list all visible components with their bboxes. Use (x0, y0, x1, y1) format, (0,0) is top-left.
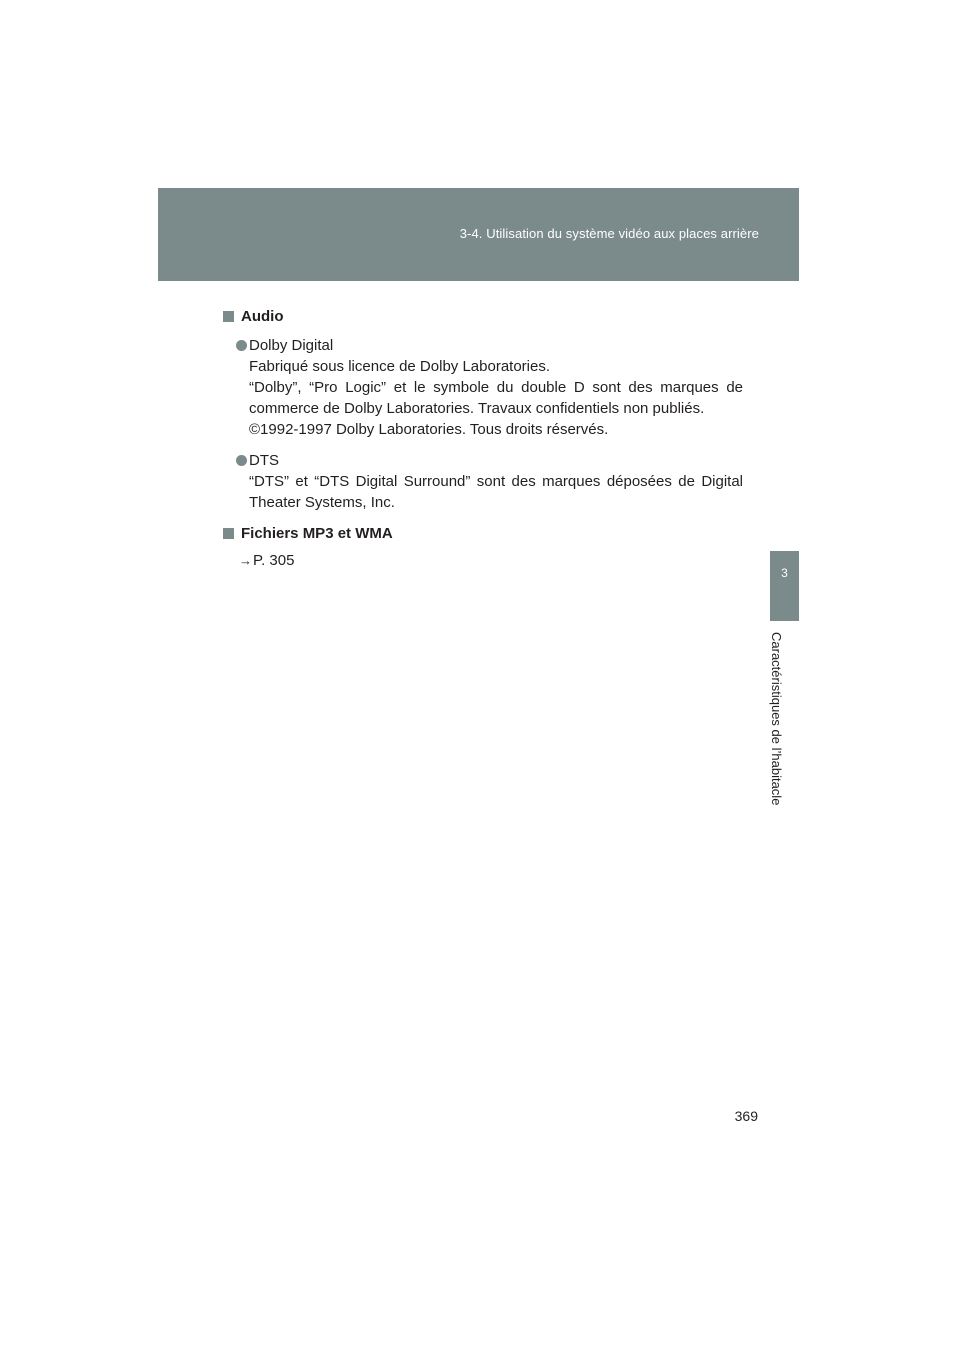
square-icon (223, 311, 234, 322)
list-item-dts (223, 450, 743, 513)
section-title: 3-4. Utilisation du système vidéo aux places arrière (459, 226, 759, 241)
chapter-number: 3 (781, 566, 788, 580)
square-icon (223, 528, 234, 539)
page-reference[interactable] (223, 550, 743, 571)
section-heading-mp3 (223, 523, 743, 544)
chapter-tab (770, 551, 799, 621)
heading-text: Fichiers MP3 et WMA (241, 525, 393, 542)
item-text: Fabriqué sous licence de Dolby Laboratories. (249, 358, 551, 375)
item-text: ©1992-1997 Dolby Laboratories. Tous droits réservés. (249, 421, 609, 438)
item-title: DTS (249, 452, 279, 469)
page-number: 369 (734, 1108, 758, 1124)
chapter-label: Caractéristiques de l’habitacle (769, 632, 784, 806)
heading-text: Audio (241, 308, 284, 325)
page-content (223, 306, 743, 571)
item-title: Dolby Digital (249, 337, 334, 354)
item-text: “DTS” et “DTS Digital Surround” sont des marques déposées de Digital Theater Systems, Inc. (249, 473, 743, 511)
dot-icon (236, 340, 247, 351)
list-item-dolby (223, 335, 743, 440)
reference-text[interactable]: P. 305 (253, 552, 295, 569)
section-heading-audio (223, 306, 743, 327)
item-text: “Dolby”, “Pro Logic” et le symbole du double D sont des marques de commerce de Dolby Laboratories. Travaux confidentiels non publiés. (249, 379, 743, 417)
arrow-right-icon: → (239, 553, 252, 568)
dot-icon (236, 455, 247, 466)
header-band (158, 188, 799, 281)
